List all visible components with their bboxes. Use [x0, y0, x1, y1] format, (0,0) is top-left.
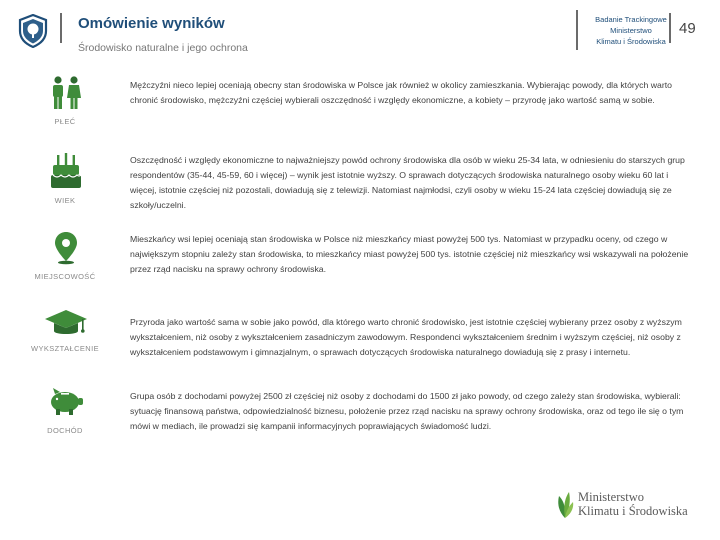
ministry-name	[578, 490, 688, 518]
section-label-education: WYKSZTAŁCENIE	[31, 344, 99, 353]
graduation-cap-icon	[44, 309, 88, 337]
section-label-place: MIEJSCOWOŚĆ	[34, 272, 96, 281]
header-divider-page	[669, 13, 671, 43]
ministry-name-line: Ministerstwo	[578, 490, 644, 504]
page-subtitle: Środowisko naturalne i jego ochrona	[78, 42, 248, 54]
ministry-leaf-logo-icon	[555, 490, 575, 520]
piggy-bank-icon	[47, 386, 85, 416]
section-label-income: DOCHÓD	[47, 426, 83, 435]
ministry-shield-logo-icon	[18, 14, 48, 48]
section-text-place: Mieszkańcy wsi lepiej oceniają stan środowiska w Polsce niż mieszkańcy miast powyżej 500 tys. Natomiast w przypadku oceny, od czego w największym stopniu zależy stan środowiska, to mieszkańcy miast powyżej 500 tys. istotnie częściej niż mieszkańcy wsi wskazywali na położenie przez rząd nacisku na sprawy ochrony środowiska.	[130, 234, 689, 274]
page-number: 49	[679, 20, 696, 37]
section-text-age: Oszczędność i względy ekonomiczne to najważniejszy powód ochrony środowiska dla osób w wieku 25-34 lata, w odniesieniu do starszych grup respondentów (35-44, 45-59, 60 i więcej) – wynik jest istotnie wyższy. O sprawach dotyczących środowiska naturalnego osoby wieku 60 lat i więcej, istotnie częściej niż pozostali, dowiadują się z telewizji. Natomiast najmłodsi, czyli osoby w wieku 15-24 lata częściej dowiadują się ze szkoły/uczelni.	[130, 155, 685, 210]
study-name-line: Klimatu i Środowiska	[596, 37, 666, 46]
location-pin-icon	[54, 231, 78, 265]
section-text-gender: Mężczyźni nieco lepiej oceniają obecny stan środowiska w Polsce jak również w okolicy zamieszkania. Wybierając powody, dla których warto chronić środowisko, mężczyźni częściej wybierali oszczędność i względy ekonomiczne, a kobiety – przyrodę jako wartość samą w sobie.	[130, 80, 673, 105]
ministry-name-line: Klimatu i Środowiska	[578, 504, 688, 518]
study-name-line: Ministerstwo	[610, 26, 652, 35]
birthday-cake-icon	[51, 153, 81, 189]
section-text-education: Przyroda jako wartość sama w sobie jako powód, dla którego warto chronić środowisko, jest istotnie częściej wybierany przez osoby z wyższym wykształceniem, niż osoby z wykształceniem zasadniczym zawodowym. Respondenci wykształceniem średnim i wyższym częściej, niż osoby z wykształceniem podstawowym i gimnazjalnym, o sprawach dotyczących środowiska naturalnego dowiadują się z prasy i internetu.	[130, 317, 682, 357]
section-text-income: Grupa osób z dochodami powyżej 2500 zł częściej niż osoby z dochodami do 1500 zł jako powody, od czego zależy stan środowiska, wybierali: sytuację finansową państwa, odpowiedzialność biznesu, położenie przez rząd nacisku na sprawy ochrony środowiska, oraz od tego ile się o tym mówi w mediach, ile prowadzi się kampanii informacyjnych poprawiających świadomość ludzi.	[130, 391, 684, 431]
page-title: Omówienie wyników	[78, 15, 225, 32]
section-label-age: WIEK	[54, 196, 76, 205]
section-label-gender: PŁEĆ	[54, 117, 76, 126]
gender-icon	[50, 76, 82, 110]
study-name-line: Badanie Trackingowe	[595, 15, 667, 24]
header-divider-left	[60, 13, 62, 43]
